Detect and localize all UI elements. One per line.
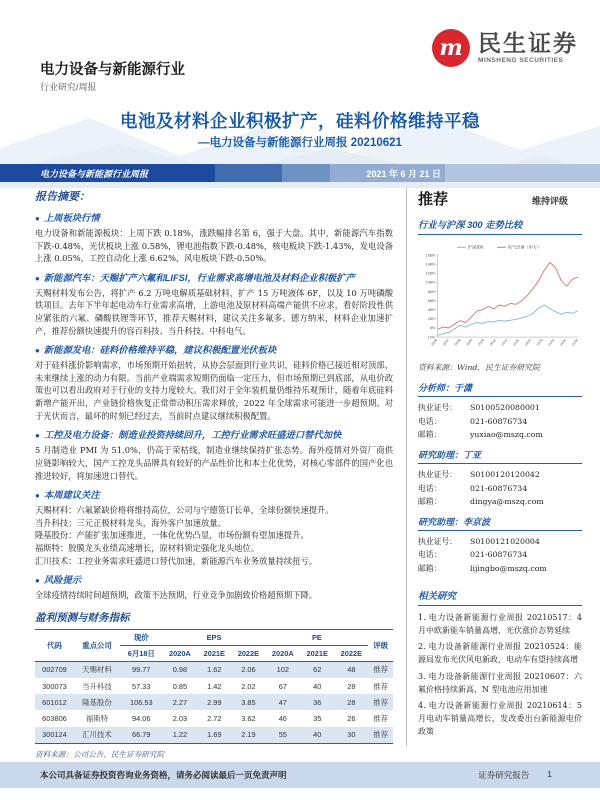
summary-heading: 报告摘要： (35, 191, 90, 203)
table-cell: 2.06 (241, 665, 256, 675)
section-line: 天赐材料：六氟紧缺价格将维持高位，公司与宁德签订长单，全球份额快速提升。 (35, 505, 334, 516)
section-line: 福斯特：胶膜龙头业绩高速增长，原材料锁定强化龙头地位。 (35, 542, 260, 553)
field-value: 021-60876734 (470, 550, 528, 560)
financial-forecast-table (35, 629, 393, 744)
table-cell: 66.79 (132, 730, 151, 740)
section-title (35, 427, 393, 441)
svg-text:21/05: 21/05 (559, 338, 568, 347)
analyst-list (418, 381, 582, 576)
chart-source-note: 资料来源：Wind，民生证券研究院 (418, 363, 540, 372)
column-divider (406, 188, 407, 746)
bullet-icon: ● (35, 214, 40, 223)
svg-text:128%: 128% (425, 271, 436, 276)
header-bar-title: 电力设备与新能源行业周报 (40, 168, 149, 179)
table-cell: 99.77 (132, 665, 151, 675)
brand-name-en: MINSHENG SECURITIES (478, 57, 564, 64)
table-cell: 28 (347, 697, 356, 707)
table-header-cell: PE (265, 629, 368, 645)
table-cell: 推荐 (373, 713, 389, 723)
field-label: 执业证号： (418, 403, 457, 412)
analyst-field-row (418, 415, 582, 429)
svg-text:68%: 68% (427, 298, 436, 303)
svg-text:20/06: 20/06 (430, 338, 439, 347)
table-cell: 300124 (42, 730, 67, 740)
table-header-cell: 代码 (47, 640, 62, 650)
related-research-title: 相关研究 (418, 588, 582, 606)
svg-text:21/02: 21/02 (523, 338, 533, 347)
table-cell: 1.69 (207, 730, 222, 740)
table-cell: 62 (313, 665, 322, 675)
table-cell: 2.99 (207, 697, 222, 707)
sidebar (418, 188, 582, 741)
header-bar-segment (215, 164, 282, 182)
table-cell: 300073 (42, 681, 67, 691)
section-line: 当升科技：三元正极材料龙头，海外客户加速放量。 (35, 517, 226, 528)
svg-text:20/07: 20/07 (441, 338, 451, 347)
table-cell: 47 (278, 697, 287, 707)
table-cell: 3.62 (241, 713, 256, 723)
table-cell: 40 (313, 730, 322, 740)
field-label: 执业证号： (418, 469, 457, 479)
bullet-icon: ● (35, 346, 40, 356)
table-header-cell: 2021E (306, 648, 328, 658)
rating-note: 维持评级 (531, 196, 568, 206)
table-header-cell: 现价 (120, 629, 163, 645)
header-bar-date-segment (330, 164, 445, 182)
field-label: 执业证号： (418, 536, 457, 546)
svg-text:8%: 8% (429, 326, 436, 331)
table-row (35, 710, 393, 726)
table-cell: 0.85 (172, 681, 188, 691)
brand-text (478, 32, 578, 64)
table-cell: 601012 (42, 697, 67, 707)
svg-text:20/11: 20/11 (488, 338, 497, 347)
section-line: 隆基股份：产能扩张加速推进，一体化优势凸显，市场份额有望加速提升。 (35, 530, 309, 541)
analyst-field-row (418, 468, 582, 482)
header-bar-left-segment (0, 164, 215, 182)
table-cell: 40 (313, 681, 322, 691)
table-cell: 1.22 (172, 730, 188, 740)
analyst-field-row (418, 495, 582, 509)
brand-logo (431, 28, 578, 68)
table-cell: 36 (313, 697, 322, 707)
disclaimer-text: 本公司具备证券投资咨询业务资格，请务必阅读最后一页免责声明 (40, 770, 287, 780)
field-label: 电话： (418, 483, 442, 493)
table-cell: 0.98 (172, 665, 188, 675)
page-number: 1 (547, 769, 552, 779)
summary-section (35, 487, 393, 567)
field-value: 021-60876734 (470, 416, 528, 426)
table-cell: 94.06 (132, 713, 151, 723)
table-row (35, 661, 393, 678)
analyst-block (418, 515, 582, 576)
svg-text:21/03: 21/03 (535, 338, 544, 347)
table-source-note: 资料来源：公司公告、民生证券研究院 (35, 749, 165, 759)
summary-sections (35, 210, 393, 602)
section-title (35, 210, 393, 224)
svg-text:28%: 28% (427, 317, 436, 322)
financial-table-title: 盈利预测与财务指标 (35, 611, 130, 624)
report-type-label: 证券研究报告 (478, 770, 530, 780)
section-line: 汇川技术：工控业务需求旺盛进口替代加速，新能源汽车业务放量持续扭亏。 (35, 555, 318, 566)
table-cell: 2.19 (241, 730, 256, 740)
email-link[interactable]: yuxiao@mszq.com (470, 430, 543, 440)
svg-text:148%: 148% (425, 262, 436, 267)
section-title (35, 270, 393, 284)
field-value: S0100121020004 (470, 536, 540, 546)
page-subtitle: —电力设备与新能源行业周报 20210621 (198, 137, 402, 149)
table-cell: 1.62 (207, 665, 222, 675)
table-cell: 106.53 (129, 697, 153, 707)
related-research-list (418, 611, 582, 739)
analyst-field-row (418, 562, 582, 576)
rating-row (418, 188, 568, 209)
section-body: 天赐材料发布公告，将扩产 6.2 万吨电解质基础材料，扩产 15 万吨液体 6F，以及 10 万吨磷酸铁项目。去年下半年起电动车行业需求高增，上游电池及原材料高端产能供不应求，看好阶段性供应紧张的六氟、磷酸铁锂等环节，推荐天赐材料，建议关注多氟多、德方纳米，材料企业加速扩产，推荐份额快速提升的容百科技、当升科技、中科电气。 (35, 287, 393, 336)
bullet-icon: ● (35, 431, 40, 441)
table-cell: 当升科技 (82, 681, 112, 691)
table-header-cell: 2021E (203, 648, 225, 658)
table-header-cell: 2022E (340, 648, 362, 658)
field-label: 邮箱： (418, 564, 442, 574)
svg-text:48%: 48% (427, 308, 436, 313)
field-value: S0100520080001 (470, 403, 540, 412)
rating-badge: 推荐 (418, 191, 449, 208)
table-cell: 2.02 (241, 681, 256, 691)
table-cell: 2.27 (172, 697, 188, 707)
table-header-cell: 重点公司 (82, 640, 112, 650)
table-cell: 推荐 (373, 665, 389, 675)
svg-text:108%: 108% (425, 280, 436, 285)
table-cell: 46 (278, 713, 287, 723)
report-summary-column (35, 188, 393, 760)
analyst-field-row (418, 482, 582, 496)
email-link[interactable]: lijingbo@mszq.com (470, 564, 547, 574)
industry-vs-csi300-chart (418, 239, 582, 359)
svg-text:m: m (439, 35, 463, 61)
table-header-cell: 6月18日 (127, 648, 155, 658)
table-cell: 28 (347, 681, 356, 691)
summary-section (35, 210, 393, 265)
section-title-text: 上周板块行情 (43, 213, 100, 223)
summary-section (35, 572, 393, 602)
section-body: 全球疫情持续时间超预期，政策不达预期，行业竞争加剧致价格超预期下降。 (35, 590, 318, 601)
table-cell: 30 (347, 730, 356, 740)
section-title (35, 342, 393, 356)
field-value: S0100120120042 (470, 469, 540, 479)
svg-text:20/12: 20/12 (500, 338, 509, 347)
table-header-cell: 2020A (168, 648, 191, 658)
table-header-cell: 2020A (271, 648, 294, 658)
table-cell: 48 (347, 665, 356, 675)
brand-name-cn: 民生证券 (478, 30, 578, 56)
analyst-name: 研究助理：李京波 (418, 515, 582, 531)
bullet-icon: ● (35, 273, 40, 283)
report-category: 行业研究/周报 (40, 82, 97, 92)
header-bar-segment (282, 164, 330, 182)
analyst-field-row (418, 428, 582, 442)
section-title (35, 487, 393, 501)
table-cell: 推荐 (373, 697, 389, 707)
svg-text:168%: 168% (425, 253, 436, 258)
svg-text:20/10: 20/10 (477, 338, 486, 347)
table-cell: 天赐材料 (82, 665, 112, 675)
section-body: 5 月制造业 PMI 为 51.0%，仍高于荣枯线，制造业继续保持扩张态势。海外疫情对外资厂商供应链影响较大，国产工控龙头品牌具有较好的产品性价比和本土化优势，对核心零部件的国产化也推进较好，将加速进口替代。 (35, 445, 393, 481)
section-body: 电力设备和新能源板块：上周下跌 0.18%，涨跌幅排名第 6，强于大盘。其中，新能源汽车指数下跌-0.48%，光伏板块上涨 0.58%，锂电池指数下跌-0.48%，核电板块下跌-1.43%，发电设备上涨 0.05%，工控自动化上涨 6.62%，风电板块下跌-0.50%。 (35, 228, 393, 264)
table-cell: 2.72 (207, 713, 222, 723)
bullet-icon: ● (35, 491, 40, 501)
table-header-cell: EPS (163, 629, 266, 645)
field-label: 电话： (418, 550, 442, 560)
table-cell: 3.85 (241, 697, 256, 707)
analyst-name: 分析师：于潇 (418, 381, 582, 397)
table-header-cell: 评级 (373, 640, 389, 650)
table-cell: 102 (276, 665, 289, 675)
svg-text:20/09: 20/09 (465, 338, 474, 347)
section-title-text: 新能源发电：硅料价格维持平稳，建议积极配置光伏板块 (43, 345, 277, 356)
summary-section (35, 427, 393, 482)
section-title-text: 新能源汽车：天赐扩产六氟和LIFSI，行业需求高增电池及材料企业积极扩产 (43, 272, 355, 283)
svg-text:-12%: -12% (426, 335, 436, 340)
svg-text:21/04: 21/04 (547, 338, 556, 347)
field-label: 邮箱： (418, 497, 442, 507)
analyst-field-row (418, 548, 582, 562)
section-title-text: 本周建议关注 (43, 490, 100, 501)
table-cell: 002709 (42, 665, 67, 675)
table-row (35, 694, 393, 710)
table-cell: 603806 (42, 713, 67, 723)
email-link[interactable]: dingya@mszq.com (470, 497, 544, 507)
table-cell: 推荐 (373, 681, 389, 691)
header-bar-segment (445, 164, 600, 182)
table-cell: 福斯特 (85, 713, 109, 723)
footer-bar (0, 762, 600, 788)
table-cell: 隆基股份 (82, 697, 112, 707)
footer-right (478, 769, 552, 781)
related-research-item[interactable]: 4. 电力设备新能源行业周报 20210614：5 月电动车销量高增长，发改委出台新能源电价政策 (418, 700, 582, 737)
field-value: 021-60876734 (470, 483, 528, 493)
analyst-name: 研究助理：丁亚 (418, 448, 582, 464)
svg-text:20/08: 20/08 (453, 338, 462, 347)
table-cell: 26 (347, 713, 356, 723)
section-title-text: 风险提示 (43, 575, 82, 586)
page-title: 电池及材料企业积极扩产，硅料价格维持平稳 (120, 111, 480, 131)
table-cell: 1.42 (207, 681, 222, 691)
svg-text:电气设备（申万）: 电气设备（申万） (507, 244, 542, 250)
analyst-block (418, 381, 582, 442)
summary-section (35, 342, 393, 422)
table-row (35, 678, 393, 694)
table-cell: 2.03 (172, 713, 188, 723)
svg-text:21/06: 21/06 (570, 338, 579, 347)
svg-text:21/01: 21/01 (512, 338, 521, 347)
section-title-text: 工控及电力设备：制造业投资持续回升，工控行业需求旺盛进口替代加快 (43, 430, 342, 441)
related-research-item[interactable]: 1. 电力设备新能源行业周报 20210517：4 月中欧新能车销量高增，光伏涨价态势延续 (418, 612, 582, 635)
table-cell: 35 (313, 713, 322, 723)
table-cell: 推荐 (373, 730, 389, 740)
section-body: 对于硅料涨价影响需求，市场预期开始扭转，从协会层面到行业共识，硅料价格已接近相对顶部，未来继续上涨的动力有限。当前产业端需求短期仍面临一定压力，但市场预期已到底部，从电价政策也可以看出政府对于行业的支持力度较大。我们对于全年装机量仍维持乐观预计，随着年底硅料新增产能开出，产业链价格恢复正常带动积压需求释放，2022 年全球需求可能进一步超预期。对于光伏而言，最坏的时刻已经过去，当前时点建议继续积极配置。 (35, 360, 393, 421)
table-cell: 55 (278, 730, 287, 740)
chart-title: 行业与沪深 300 走势比较 (418, 217, 582, 235)
header-bar (0, 164, 600, 182)
related-research-item[interactable]: 3. 电力设备新能源行业周报 20210607：六氟价格持续新高，N 型电池应用加速 (418, 671, 582, 694)
minsheng-m-icon (431, 28, 471, 68)
table-cell: 汇川技术 (82, 730, 112, 740)
analyst-field-row (418, 535, 582, 549)
table-cell: 57.33 (132, 681, 151, 691)
summary-section (35, 270, 393, 337)
analyst-field-row (418, 401, 582, 415)
svg-text:88%: 88% (427, 289, 436, 294)
report-date: 2021 年 6 月 21 日 (366, 168, 441, 179)
section-title (35, 572, 393, 586)
bullet-icon: ● (35, 576, 40, 586)
related-research-item[interactable]: 2. 电力设备新能源行业周报 20210524：能源局发布光伏风电新政，电动车有望持续高增 (418, 642, 582, 665)
table-header-cell: 2022E (237, 648, 260, 658)
field-label: 电话： (418, 416, 442, 426)
table-row (35, 727, 393, 744)
analyst-block (418, 448, 582, 509)
field-label: 邮箱： (418, 430, 442, 440)
table-cell: 67 (278, 681, 287, 691)
svg-text:沪深300: 沪深300 (467, 244, 484, 250)
industry-title: 电力设备与新能源行业 (40, 62, 185, 78)
